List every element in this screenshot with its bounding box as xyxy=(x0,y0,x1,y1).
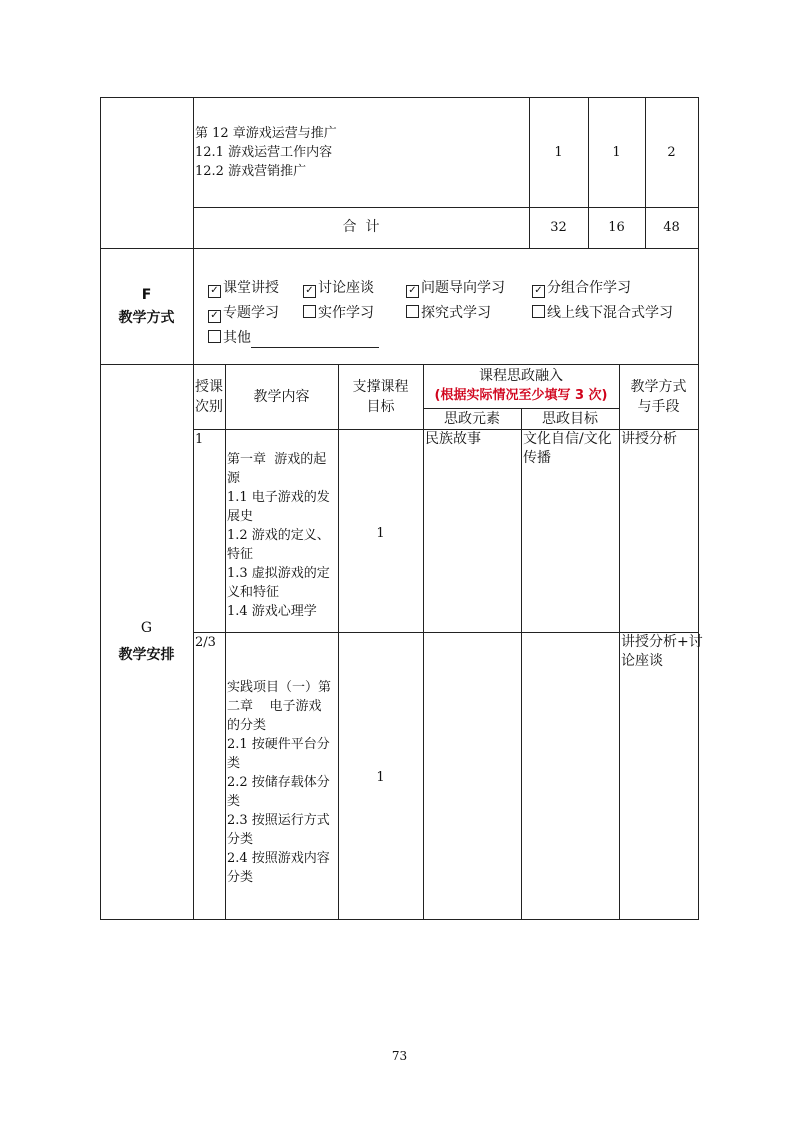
section-f-title: 教学方式 xyxy=(118,310,175,326)
total-col3: 48 xyxy=(663,220,680,235)
row1-session: 1 xyxy=(195,432,204,447)
row2-method: 讲授分析+讨 论座谈 xyxy=(621,634,703,669)
method-label: 线上线下混合式学习 xyxy=(547,305,673,321)
method-item[interactable] xyxy=(303,303,374,323)
checkbox-checked-icon[interactable]: ✓ xyxy=(303,285,316,298)
row2-session: 2/3 xyxy=(195,635,216,650)
section-g-code: G xyxy=(140,620,153,636)
method-label: 实作学习 xyxy=(318,305,374,321)
method-label: 问题导向学习 xyxy=(421,280,505,296)
header-element: 思政元素 xyxy=(444,411,500,427)
content-line: 12.1 游戏运营工作内容 xyxy=(195,145,333,160)
method-item[interactable] xyxy=(303,278,374,298)
row1-element: 民族故事 xyxy=(425,431,481,447)
top-row-col2: 1 xyxy=(612,145,621,160)
checkbox-unchecked-icon[interactable] xyxy=(532,305,545,318)
header-ideology-note: (根据实际情况至少填写 3 次) xyxy=(434,388,608,403)
method-item[interactable] xyxy=(208,278,279,298)
header-session: 授课 次别 xyxy=(195,379,223,415)
total-col2: 16 xyxy=(608,220,625,235)
row1-method: 讲授分析 xyxy=(621,431,677,447)
page-number: 73 xyxy=(391,1049,408,1063)
row1-target: 1 xyxy=(376,526,385,541)
method-item[interactable] xyxy=(406,303,491,323)
checkbox-unchecked-icon[interactable] xyxy=(208,330,221,343)
content-line: 第 12 章游戏运营与推广 xyxy=(195,126,337,141)
method-item-other[interactable] xyxy=(208,328,379,348)
header-goal: 思政目标 xyxy=(542,411,598,427)
method-item[interactable] xyxy=(532,278,631,298)
method-label: 分组合作学习 xyxy=(547,280,631,296)
method-label: 其他 xyxy=(223,330,251,346)
method-item[interactable] xyxy=(532,303,673,323)
content-line: 12.2 游戏营销推广 xyxy=(195,164,307,179)
checkbox-checked-icon[interactable]: ✓ xyxy=(406,285,419,298)
checkbox-unchecked-icon[interactable] xyxy=(406,305,419,318)
method-item[interactable] xyxy=(406,278,505,298)
row2-content: 实践项目（一）第 二章 电子游戏 的分类 2.1 按硬件平台分 类 2.2 按储存载体分 类 2.3 按照运行方式 分类 2.4 按照游戏内容 分类 xyxy=(227,680,332,885)
header-target: 支撑课程 目标 xyxy=(352,379,409,415)
top-row-content xyxy=(195,124,525,181)
checkbox-checked-icon[interactable]: ✓ xyxy=(208,285,221,298)
header-method: 教学方式 与手段 xyxy=(630,379,687,415)
method-label: 探究式学习 xyxy=(421,305,491,321)
header-content: 教学内容 xyxy=(253,389,310,405)
top-row-col3: 2 xyxy=(667,145,676,160)
row2-target: 1 xyxy=(376,770,385,785)
method-label: 专题学习 xyxy=(223,305,279,321)
section-g-title: 教学安排 xyxy=(118,647,175,663)
total-col1: 32 xyxy=(550,220,567,235)
method-label: 讨论座谈 xyxy=(318,280,374,296)
other-blank-line[interactable] xyxy=(251,333,379,348)
checkbox-unchecked-icon[interactable] xyxy=(303,305,316,318)
total-label: 合 计 xyxy=(342,219,380,235)
top-row-col1: 1 xyxy=(554,145,563,160)
method-label: 课堂讲授 xyxy=(223,280,279,296)
row1-goal: 文化自信/文化 传播 xyxy=(523,431,612,466)
checkbox-checked-icon[interactable]: ✓ xyxy=(532,285,545,298)
method-item[interactable] xyxy=(208,303,279,323)
header-ideology: 课程思政融入 xyxy=(479,368,563,384)
checkbox-checked-icon[interactable]: ✓ xyxy=(208,310,221,323)
row1-content: 第一章 游戏的起 源 1.1 电子游戏的发 展史 1.2 游戏的定义、 特征 1.3 虚拟游戏的定 义和特征 1.4 游戏心理学 xyxy=(227,452,330,619)
section-f-code: F xyxy=(141,287,152,303)
